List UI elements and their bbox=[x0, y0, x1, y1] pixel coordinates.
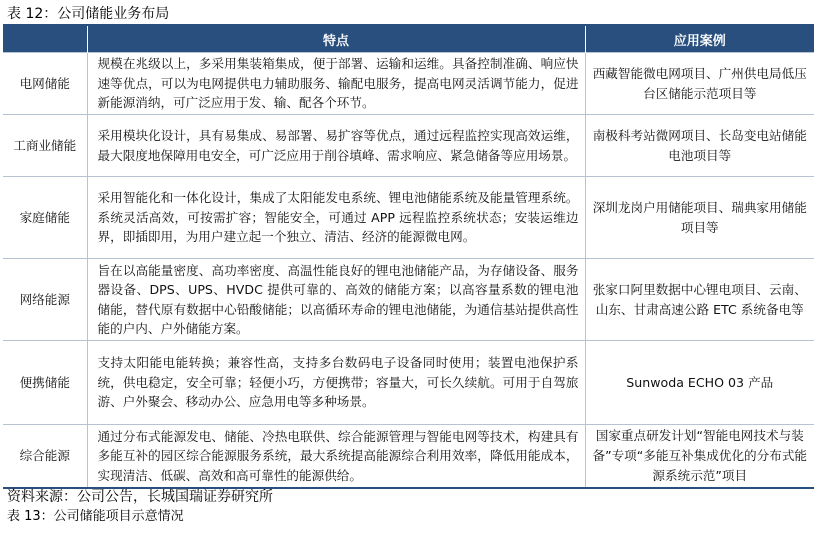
header-cases: 应用案例 bbox=[585, 25, 814, 53]
energy-storage-table bbox=[3, 24, 814, 489]
row-case: 国家重点研发计划“智能电网技术与装备”专项“多能互补集成优化的分布式能源系统示范”项目 bbox=[585, 425, 814, 488]
row-name: 便携储能 bbox=[3, 341, 87, 425]
row-case: 南极科考站微网项目、长岛变电站储能电池项目等 bbox=[585, 115, 814, 177]
row-name: 综合能源 bbox=[3, 425, 87, 488]
row-case: 深圳龙岗户用储能项目、瑞典家用储能项目等 bbox=[585, 177, 814, 259]
row-case: 西藏智能微电网项目、广州供电局低压台区储能示范项目等 bbox=[585, 53, 814, 115]
row-name: 家庭储能 bbox=[3, 177, 87, 259]
row-feature: 旨在以高能量密度、高功率密度、高温性能良好的锂电池储能产品，为存储设备、服务器设备、DPS、UPS、HVDC 提供可靠的、高效的储能方案；以高容量系数的锂电池储能，替代原有数据中心铅酸储能；以高循环寿命的锂电池储能，为通信基站提供高性能的户内、户外储能方案。 bbox=[87, 259, 585, 341]
row-feature: 采用智能化和一体化设计，集成了太阳能发电系统、锂电池储能系统及能量管理系统。系统灵活高效，可按需扩容；智能安全，可通过 APP 远程监控系统状态；安装运维边界，即插即用，为用户建立起一个独立、清洁、经济的能源微电网。 bbox=[87, 177, 585, 259]
row-name: 工商业储能 bbox=[3, 115, 87, 177]
row-feature: 支持太阳能电能转换；兼容性高，支持多台数码电子设备同时使用；装置电池保护系统，供电稳定，安全可靠；轻便小巧，方便携带；容量大，可长久续航。可用于自驾旅游、户外聚会、移动办公、应急用电等多种场景。 bbox=[87, 341, 585, 425]
table-row bbox=[3, 259, 814, 341]
row-name: 网络能源 bbox=[3, 259, 87, 341]
row-case: 张家口阿里数据中心锂电项目、云南、山东、甘肃高速公路 ETC 系统备电等 bbox=[585, 259, 814, 341]
row-case: Sunwoda ECHO 03 产品 bbox=[585, 341, 814, 425]
next-caption-fragment: 表 13：公司储能项目示意情况 bbox=[7, 509, 184, 524]
source-note: 资料来源：公司公告，长城国瑞证券研究所 bbox=[7, 489, 273, 505]
row-feature: 采用模块化设计，具有易集成、易部署、易扩容等优点，通过远程监控实现高效运维，最大限度地保障用电安全，可广泛应用于削谷填峰、需求响应、紧急储备等应用场景。 bbox=[87, 115, 585, 177]
row-feature: 规模在兆级以上，多采用集装箱集成，便于部署、运输和运维。具备控制准确、响应快速等优点，可以为电网提供电力辅助服务、输配电服务，提高电网灵活调节能力，促进新能源消纳，可广泛应用于发、输、配各个环节。 bbox=[87, 53, 585, 115]
row-name: 电网储能 bbox=[3, 53, 87, 115]
table-header-row bbox=[3, 25, 814, 53]
header-features: 特点 bbox=[87, 25, 585, 53]
table-row bbox=[3, 177, 814, 259]
table-row bbox=[3, 53, 814, 115]
table-row bbox=[3, 425, 814, 488]
row-feature: 通过分布式能源发电、储能、冷热电联供、综合能源管理与智能电网等技术，构建具有多能互补的园区综合能源服务系统，最大系统提高能源综合利用效率，降低用能成本，实现清洁、低碳、高效和高可靠性的能源供给。 bbox=[87, 425, 585, 488]
table-row bbox=[3, 341, 814, 425]
table-row bbox=[3, 115, 814, 177]
header-category bbox=[3, 25, 87, 53]
table-caption: 表 12：公司储能业务布局 bbox=[7, 6, 170, 22]
